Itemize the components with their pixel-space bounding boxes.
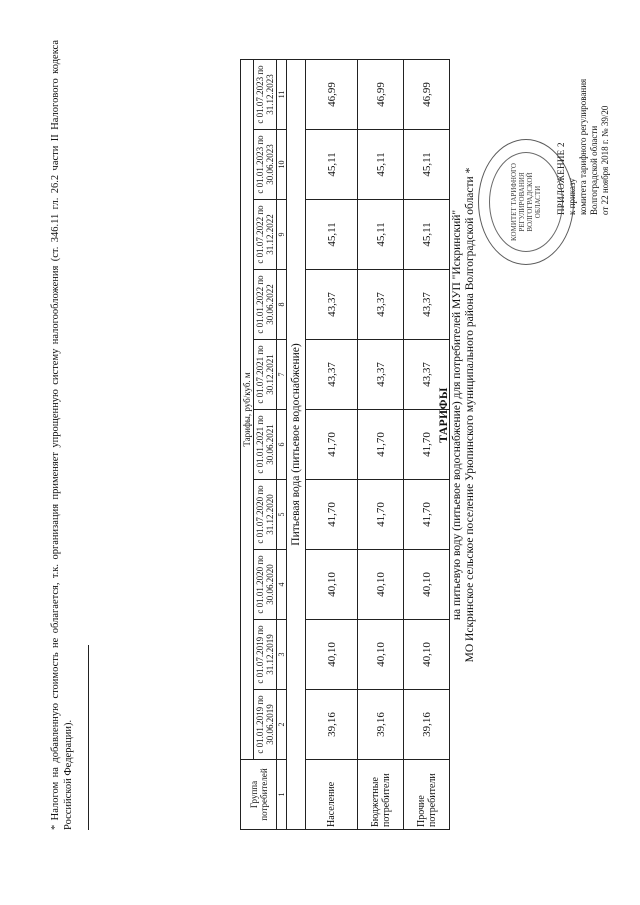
appendix-line: Волгоградской области xyxy=(589,125,599,215)
tariff-value: 41,70 xyxy=(404,410,450,480)
tariff-value: 41,70 xyxy=(358,410,404,480)
column-number: 6 xyxy=(277,410,287,480)
footnote-divider xyxy=(88,645,89,830)
tariff-value: 46,99 xyxy=(306,60,358,130)
appendix-line: комитета тарифного регулирования xyxy=(578,78,588,215)
period-header: с 01.07.2022 по 31.12.2022 xyxy=(254,200,277,270)
tariff-value: 46,99 xyxy=(358,60,404,130)
table-row xyxy=(404,60,450,830)
period-header: с 01.07.2020 по 31.12.2020 xyxy=(254,480,277,550)
tariff-value: 40,10 xyxy=(358,550,404,620)
table-row xyxy=(358,60,404,830)
seal-text: КОМИТЕТ ТАРИФНОГО РЕГУЛИРОВАНИЯ ВОЛГОГРАДСКОЙ ОБЛАСТИ xyxy=(489,152,563,252)
column-number: 5 xyxy=(277,480,287,550)
period-header: с 01.01.2019 по 30.06.2019 xyxy=(254,690,277,760)
footnote: * Налогом на добавленную стоимость не облагается, т.к. организация применяет упрощенную систему налогообложения (ст. 346.11 гл. 26.2 части II Налогового кодекса Российской Федерации). xyxy=(50,40,74,830)
consumer-group: Население xyxy=(306,760,358,830)
tariff-value: 43,37 xyxy=(358,340,404,410)
column-number: 4 xyxy=(277,550,287,620)
table-row xyxy=(306,60,358,830)
tariff-value: 45,11 xyxy=(358,130,404,200)
tariff-value: 41,70 xyxy=(306,410,358,480)
tariff-value: 46,99 xyxy=(404,60,450,130)
period-header: с 01.01.2023 по 30.06.2023 xyxy=(254,130,277,200)
column-number: 11 xyxy=(277,60,287,130)
column-number: 1 xyxy=(277,760,287,830)
tariff-value: 45,11 xyxy=(306,200,358,270)
tariff-value: 43,37 xyxy=(306,340,358,410)
tariff-value: 43,37 xyxy=(358,270,404,340)
tariff-value: 39,16 xyxy=(306,690,358,760)
column-number: 3 xyxy=(277,620,287,690)
column-number: 2 xyxy=(277,690,287,760)
tariff-value: 41,70 xyxy=(404,480,450,550)
document-subtitle: на питьевую воду (питьевое водоснабжение) для потребителей МУП "Искринский" xyxy=(451,209,463,621)
group-header: Группа потребителей xyxy=(241,760,277,830)
section-title: Питьевая вода (питьевое водоснабжение) xyxy=(287,60,306,830)
tariff-value: 40,10 xyxy=(358,620,404,690)
appendix-line: от 22 ноября 2018 г. № 39/20 xyxy=(600,105,610,215)
tariff-table xyxy=(240,59,450,830)
section-row xyxy=(287,60,306,830)
tariff-value: 45,11 xyxy=(306,130,358,200)
tariff-value: 39,16 xyxy=(358,690,404,760)
tariff-value: 39,16 xyxy=(404,690,450,760)
period-header-row xyxy=(254,60,277,830)
appendix-line: к приказу xyxy=(567,178,577,215)
document-title: ТАРИФЫ xyxy=(438,387,450,443)
tariff-value: 45,11 xyxy=(404,200,450,270)
tariff-value: 43,37 xyxy=(404,340,450,410)
column-number: 10 xyxy=(277,130,287,200)
tariff-value: 40,10 xyxy=(404,550,450,620)
period-header: с 01.07.2021 по 30.12.2021 xyxy=(254,340,277,410)
tariff-value: 45,11 xyxy=(358,200,404,270)
tariff-header: Тарифы, руб/куб. м xyxy=(241,60,254,760)
period-header: с 01.07.2019 по 31.12.2019 xyxy=(254,620,277,690)
tariff-value: 40,10 xyxy=(306,550,358,620)
period-header: с 01.07.2023 по 31.12.2023 xyxy=(254,60,277,130)
official-seal xyxy=(478,139,574,265)
tariff-value: 45,11 xyxy=(404,130,450,200)
document-subtitle: МО Искринское сельское поселение Урюпинского муниципального района Волгоградской области * xyxy=(464,167,476,663)
column-number-row xyxy=(277,60,287,830)
period-header: с 01.01.2021 по 30.06.2021 xyxy=(254,410,277,480)
consumer-group: Прочие потребители xyxy=(404,760,450,830)
tariff-value: 41,70 xyxy=(306,480,358,550)
column-number: 8 xyxy=(277,270,287,340)
tariff-value: 40,10 xyxy=(306,620,358,690)
column-number: 7 xyxy=(277,340,287,410)
table-header-row xyxy=(241,60,254,830)
consumer-group: Бюджетные потребители xyxy=(358,760,404,830)
tariff-value: 43,37 xyxy=(404,270,450,340)
tariff-value: 41,70 xyxy=(358,480,404,550)
column-number: 9 xyxy=(277,200,287,270)
tariff-value: 43,37 xyxy=(306,270,358,340)
period-header: с 01.01.2020 по 30.06.2020 xyxy=(254,550,277,620)
appendix-heading: ПРИЛОЖЕНИЕ 2 xyxy=(556,142,566,215)
period-header: с 01.01.2022 по 30.06.2022 xyxy=(254,270,277,340)
tariff-value: 40,10 xyxy=(404,620,450,690)
